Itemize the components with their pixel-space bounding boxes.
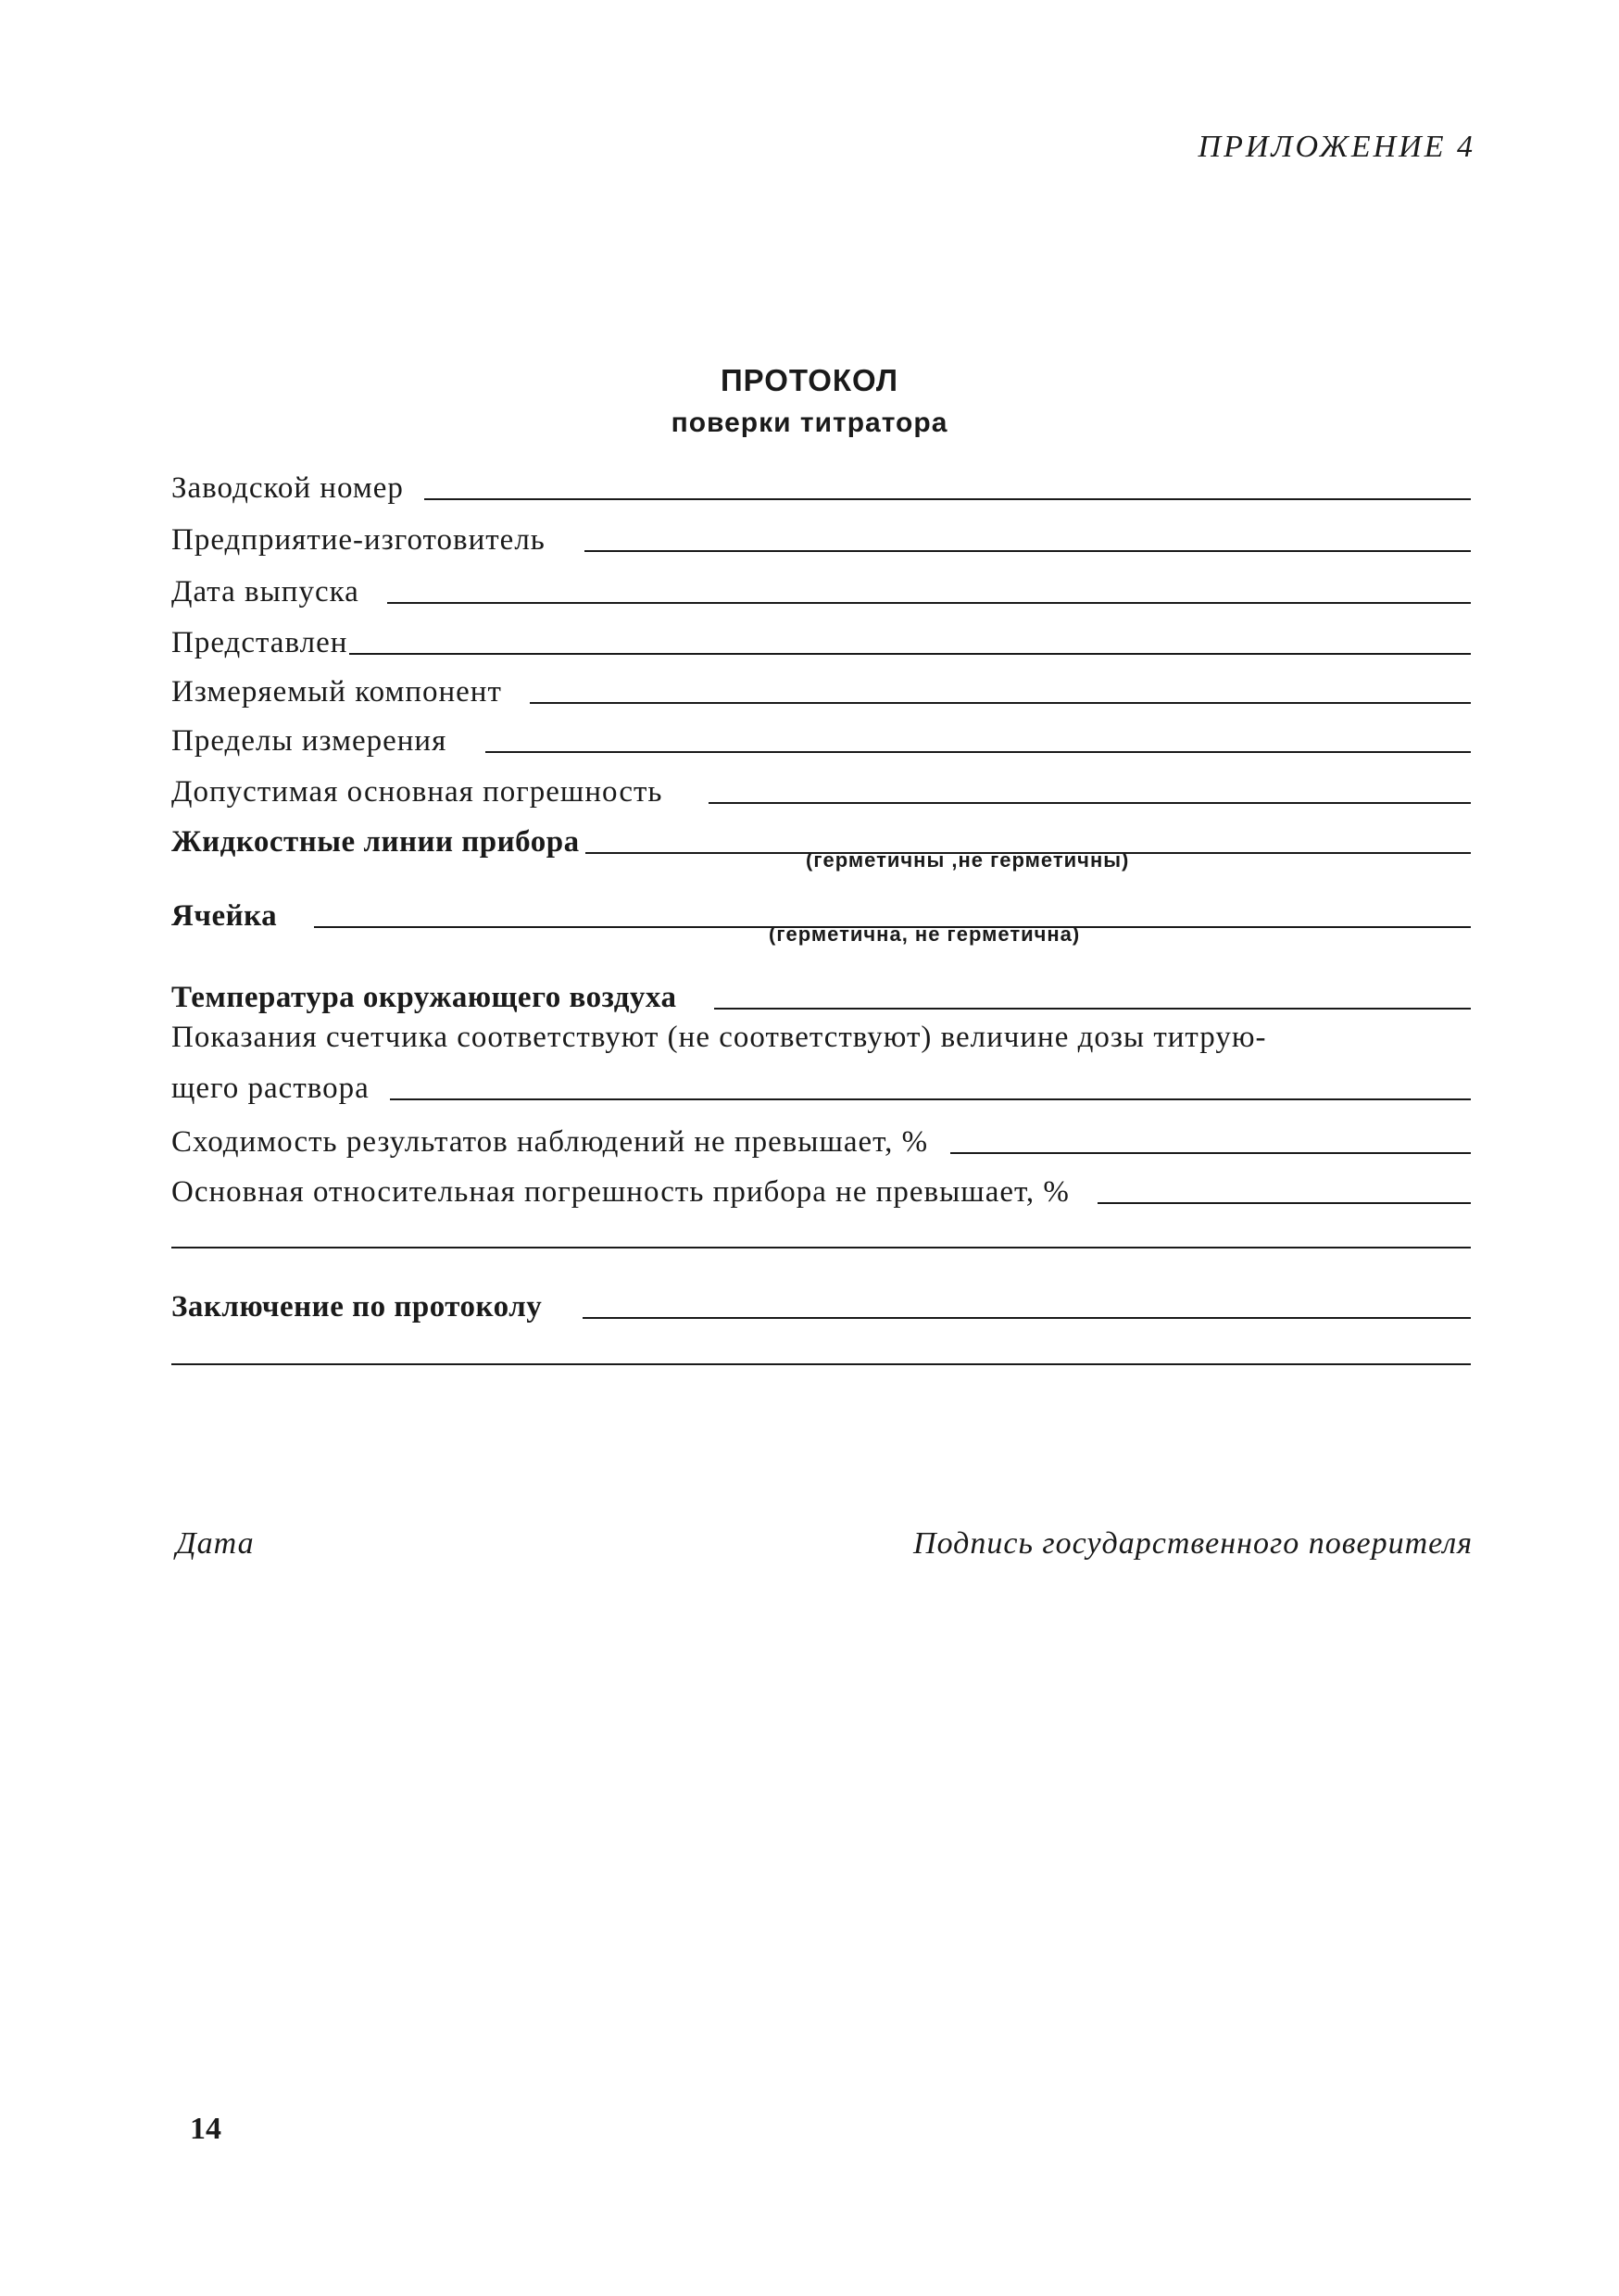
date-caption: Дата — [176, 1526, 255, 1561]
serial-number-blank[interactable] — [424, 496, 1471, 500]
conclusion-field — [171, 1282, 1471, 1323]
manufacturer-blank[interactable] — [584, 548, 1471, 552]
counter-solution-label: щего раствора — [171, 1072, 370, 1105]
permissible-error-blank[interactable] — [709, 800, 1471, 804]
cell-hint: (герметична, не герметична) — [769, 922, 1081, 946]
conclusion-blank[interactable] — [583, 1315, 1471, 1319]
convergence-blank[interactable] — [950, 1150, 1471, 1154]
permissible-error-label: Допустимая основная погрешность — [171, 775, 663, 809]
extra-blank-line-2[interactable] — [171, 1363, 1471, 1365]
measurement-range-field — [171, 716, 1471, 757]
submitted-by-label: Представлен — [171, 626, 348, 659]
cell-label: Ячейка — [171, 899, 278, 933]
submitted-by-blank[interactable] — [349, 651, 1471, 655]
ambient-temperature-field — [171, 972, 1471, 1013]
manufacturer-label: Предприятие-изготовитель — [171, 523, 546, 557]
liquid-lines-hint: (герметичны ,не герметичны) — [806, 848, 1130, 872]
convergence-field — [171, 1117, 1471, 1158]
relative-error-blank[interactable] — [1098, 1200, 1471, 1204]
signature-caption: Подпись государственного поверителя — [913, 1526, 1473, 1561]
relative-error-label: Основная относительная погрешность прибора не превышает, % — [171, 1175, 1070, 1209]
liquid-lines-label: Жидкостные линии прибора — [171, 825, 580, 859]
measured-component-field — [171, 667, 1471, 708]
counter-statement — [171, 1021, 1471, 1055]
appendix-label: ПРИЛОЖЕНИЕ 4 — [1198, 130, 1475, 164]
permissible-error-field — [171, 767, 1471, 808]
conclusion-label: Заключение по протоколу — [171, 1290, 543, 1324]
counter-solution-field — [171, 1063, 1471, 1104]
measurement-range-label: Пределы измерения — [171, 724, 447, 758]
relative-error-field — [171, 1167, 1471, 1208]
measured-component-label: Измеряемый компонент — [171, 675, 502, 709]
convergence-label: Сходимость результатов наблюдений не превышает, % — [171, 1125, 929, 1159]
serial-number-field — [171, 463, 1471, 504]
release-date-label: Дата выпуска — [171, 575, 359, 609]
ambient-temperature-label: Температура окружающего воздуха — [171, 981, 677, 1014]
release-date-field — [171, 567, 1471, 608]
submitted-by-field — [171, 618, 1471, 659]
manufacturer-field — [171, 515, 1471, 556]
measured-component-blank[interactable] — [530, 700, 1471, 704]
ambient-temperature-blank[interactable] — [714, 1006, 1472, 1010]
measurement-range-blank[interactable] — [485, 749, 1471, 753]
counter-statement-text: Показания счетчика соответствуют (не соответствуют) величине дозы титрую- — [171, 1021, 1267, 1054]
release-date-blank[interactable] — [387, 600, 1471, 604]
document-subtitle: поверки титратора — [671, 408, 948, 438]
serial-number-label: Заводской номер — [171, 471, 404, 505]
counter-solution-blank[interactable] — [390, 1097, 1471, 1100]
page-number: 14 — [190, 2112, 221, 2146]
extra-blank-line-1[interactable] — [171, 1247, 1471, 1248]
document-title: ПРОТОКОЛ — [720, 363, 899, 397]
